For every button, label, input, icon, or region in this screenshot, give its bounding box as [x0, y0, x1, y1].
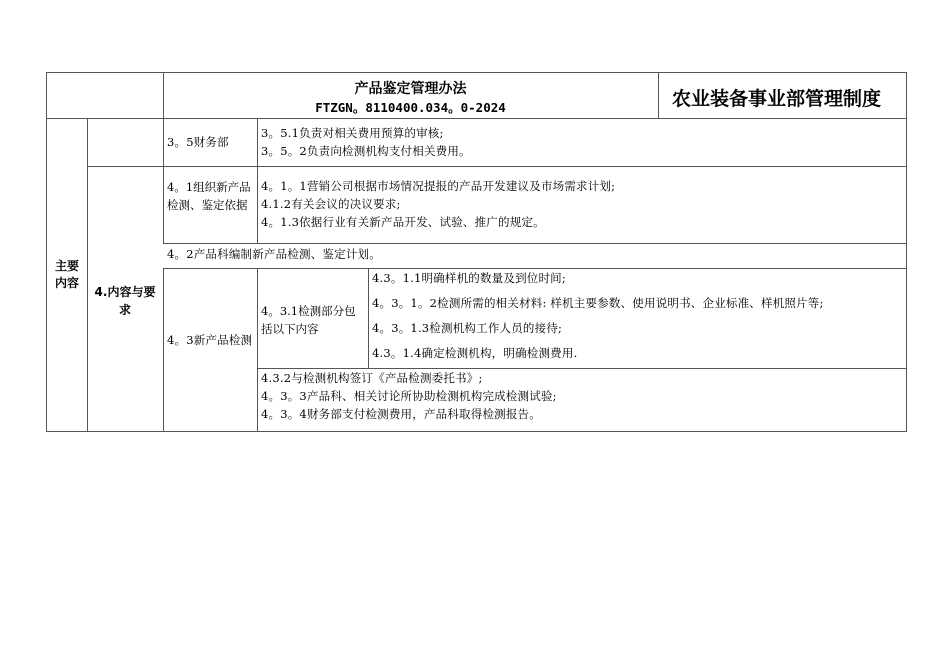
plan-text: 4。2产品科编制新产品检测、鉴定计划。 [167, 247, 381, 261]
list-item: 4。3。3产品科、相关讨论所协助检测机构完成检测试验; [261, 389, 557, 403]
list-item: 4。3。1。2检测所需的相关材料: 样机主要参数、使用说明书、企业标准、样机照片等; [372, 296, 824, 310]
list-item: 4。3。4财务部支付检测费用，产品科取得检测报告。 [261, 407, 541, 421]
list-item: 4。1。1营销公司根据市场情况提报的产品开发建议及市场需求计划; [261, 179, 616, 193]
document-code: FTZGN。8110400.034。0-2024 [315, 100, 506, 115]
basis-label: 4。1组织新产品检测、鉴定依据 [167, 180, 251, 212]
main-content-label: 主要内容 [54, 259, 79, 290]
list-item: 4.1.2有关会议的决议要求; [261, 197, 401, 211]
list-item: 3。5.1负责对相关费用预算的审核; [261, 126, 444, 140]
testing-sub-label: 4。3.1检测部分包括以下内容 [261, 304, 356, 336]
list-item: 4.3。1.4确定检测机构，明确检测费用. [372, 346, 578, 360]
list-item: 4.3.2与检测机构签订《产品检测委托书》; [261, 371, 483, 385]
list-item: 4.3。1.1明确样机的数量及到位时间; [372, 271, 566, 285]
testing-label: 4。3新产品检测 [167, 333, 253, 347]
document-title: 产品鉴定管理办法 [354, 81, 467, 97]
finance-label: 3。5财务部 [167, 135, 229, 149]
list-item: 3。5。2负责向检测机构支付相关费用。 [261, 144, 471, 158]
section-label: 4.内容与要求 [94, 285, 156, 317]
department-title: 农业装备事业部管理制度 [672, 88, 882, 110]
list-item: 4。1.3依据行业有关新产品开发、试验、推广的规定。 [261, 215, 545, 229]
list-item: 4。3。1.3检测机构工作人员的接待; [372, 321, 563, 335]
